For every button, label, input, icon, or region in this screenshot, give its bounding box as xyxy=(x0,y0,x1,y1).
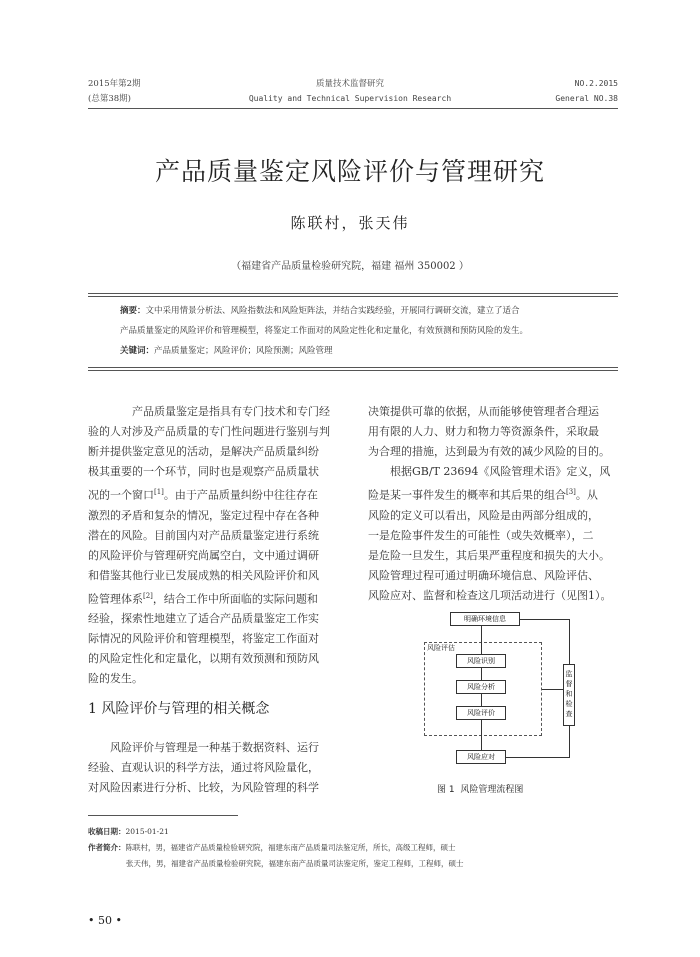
author-bio-1: 作者简介：陈联村，男，福建省产品质量检验研究院，福建东南产品质量司法鉴定所，所长，高级工程师，硕士 xyxy=(88,843,456,852)
env-box: 明确环境信息 xyxy=(450,612,520,626)
figure-1-caption xyxy=(437,782,523,795)
evaluate-box: 风险评价 xyxy=(456,706,506,720)
line-assess-monitor xyxy=(542,689,563,690)
arrow-env-identify xyxy=(481,626,482,654)
respond-box: 风险应对 xyxy=(456,750,506,764)
left-column xyxy=(88,402,341,689)
arrow-evaluate-respond xyxy=(481,720,482,750)
identify-box: 风险识别 xyxy=(456,654,506,668)
figure-1 xyxy=(418,604,588,779)
section-heading-1: 1 风险评价与管理的相关概念 xyxy=(88,701,270,717)
abstract-bottom-rule-2 xyxy=(88,370,618,371)
footnote-rule xyxy=(88,815,238,816)
citation-3: [3] xyxy=(566,488,576,496)
received-date: 收稿日期：2015-01-21 xyxy=(88,827,169,836)
intro-paragraph: 产品质量鉴定是指具有专门技术和专门经 验的人对涉及产品质量的专门性问题进行鉴别与判 断并提供鉴定意见的活动，是解决产品质量纠纷 极其重要的一个环节，同时也是观察产品质量状 况的一个窗口[1]。由于产品质量纠纷中往往存在 激烈的矛盾和复杂的情况，鉴定过程中存在各种 潜在的风险。目前国内对产品质量鉴定进行系统 的风险评价与管理研究尚属空白，文中通过调研 和借鉴其他行业已发展成熟的相关风险评价和风 险管理体系[2]，结合工作中所面临的实际问题和 经验，探索性地建立了适合产品质量鉴定工作实 际情况的风险评价和管理模型，将鉴定工作面对 的风险定性化和定量化，以期有效预测和预防风 险的发生。 xyxy=(88,405,330,686)
arrow-analyze-evaluate xyxy=(481,694,482,706)
header-general-no: General NO.38 xyxy=(555,94,618,103)
arrow-identify-analyze xyxy=(481,668,482,680)
keywords-label: 关键词： xyxy=(120,346,155,356)
header-journal-cn: 质量技术监督研究 xyxy=(315,79,384,89)
line-respond-monitor xyxy=(506,757,569,758)
header-no: NO.2.2015 xyxy=(574,79,618,88)
page-number: • 50 • xyxy=(88,914,122,927)
paper-title: 产品质量鉴定风险评价与管理研究 xyxy=(154,157,545,186)
abstract-line-2: 产品质量鉴定的风险评价和管理模型，将鉴定工作面对的风险定性化和定量化，有效预测和预防风险的发生。 xyxy=(120,326,529,336)
line-monitor-bottom xyxy=(569,726,570,758)
abstract-line-1: 文中采用情景分析法、风险指数法和风险矩阵法，并结合实践经验，开展同行调研交流，建立了适合 xyxy=(145,306,520,316)
paper-authors: 陈联村，张天伟 xyxy=(290,214,410,232)
paper-affiliation: （福建省产品质量检验研究院，福建 福州 350002 ） xyxy=(231,261,469,272)
abstract-label: 摘要： xyxy=(120,306,146,316)
header-total-issue: (总第38期) xyxy=(88,94,131,104)
citation-1: [1] xyxy=(154,488,164,496)
citation-2: [2] xyxy=(143,591,153,600)
assessment-group-label: 风险评估 xyxy=(427,644,455,652)
header-journal-en: Quality and Technical Supervision Research xyxy=(248,94,452,103)
abstract-top-rule-2 xyxy=(88,296,618,297)
analyze-box: 风险分析 xyxy=(456,680,506,694)
header-issue: 2015年第2期 xyxy=(88,79,141,89)
line-monitor-top xyxy=(569,619,570,664)
keywords: 产品质量鉴定；风险评价；风险预测；风险管理 xyxy=(154,346,333,356)
figure-1-title: 风险管理流程图 xyxy=(460,785,524,795)
figure-1-number: 图 1 xyxy=(437,785,455,795)
abstract-bottom-rule xyxy=(88,367,618,368)
author-bio-2: 张天伟，男，福建省产品质量检验研究院，福建东南产品质量司法鉴定所，鉴定工程师，工程师，硕士 xyxy=(126,859,464,868)
abstract-top-rule xyxy=(88,293,618,294)
abstract xyxy=(120,301,610,361)
monitor-box: 监督和检查 xyxy=(563,664,575,726)
right-column: 决策提供可靠的依据，从而能够使管理者合理运 用有限的人力、财力和物力等资源条件，采取最 为合理的措施，达到最为有效的减少风险的目的。 根据GB/T 23694《风险管理术语》定义，风 险是某一事件发生的概率和其后果的组合[3]。从 风险的定义可以看出，风险是由两部分组成的， 一是危险事件发生的可能性（或失效概率），二 是危险一旦发生，其后果严重程度和损失的大小。 风险管理过程可通过明确环境信息、风险评估、 风险应对、监督和检查这几项活动进行（见图1）。 xyxy=(368,405,612,602)
line-env-monitor xyxy=(520,619,569,620)
header-rule xyxy=(88,108,618,109)
section-1-paragraph: 风险评价与管理是一种基于数据资料、运行 经验、直观认识的科学方法，通过将风险量化， 对风险因素进行分析、比较，为风险管理的科学 xyxy=(88,741,319,794)
